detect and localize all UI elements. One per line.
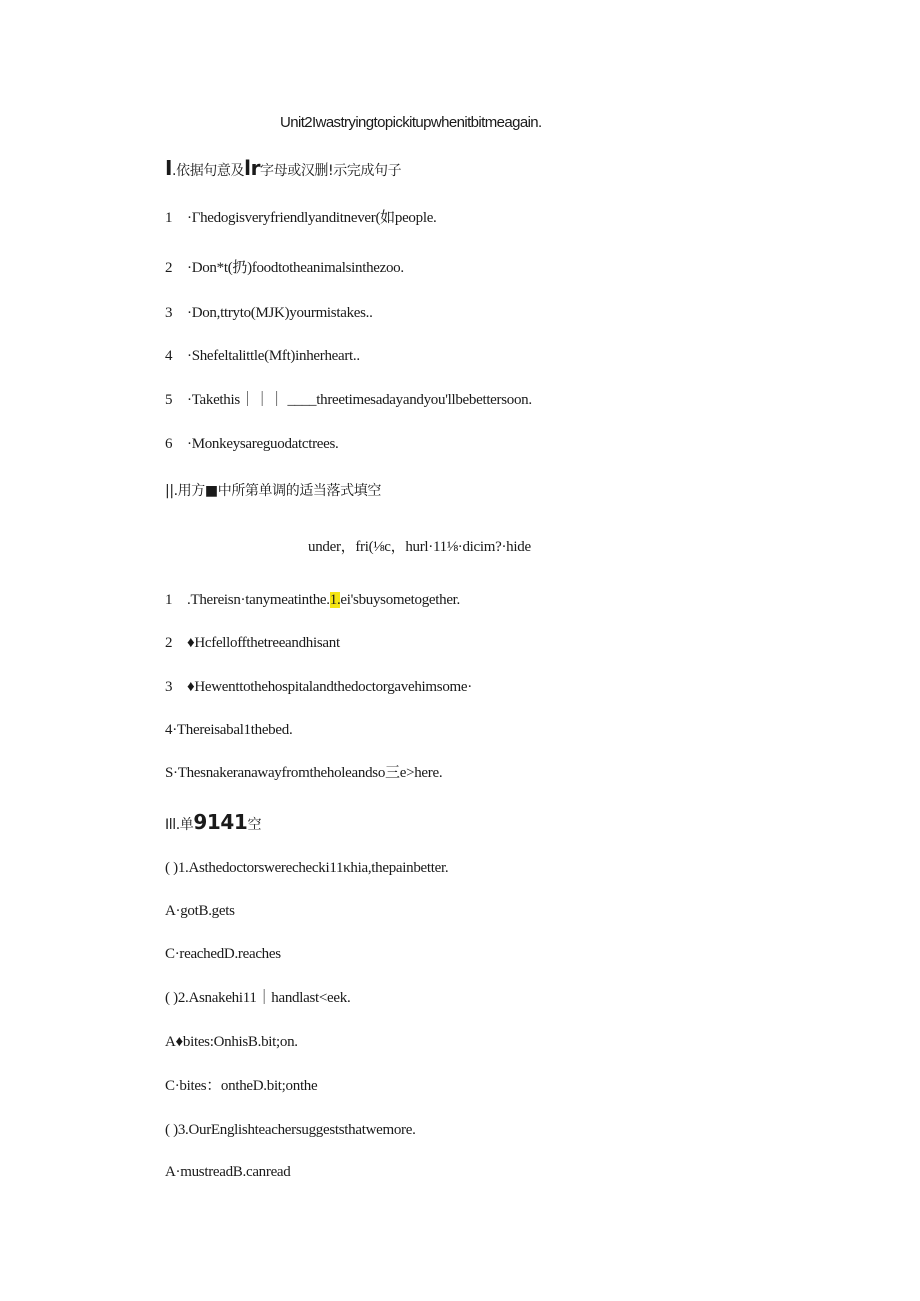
question-number: 4 (165, 348, 173, 364)
question-text: ♦Hcfelloffthetreeandhisant (187, 635, 340, 651)
question-item (165, 434, 339, 454)
section-1-heading-bold: lr (244, 156, 261, 180)
question-item (165, 258, 404, 278)
question-text-after: ei'sbuysometogether. (340, 592, 461, 608)
question-item (165, 208, 437, 228)
section-1-heading (165, 158, 401, 181)
section-3-heading-start: Ill.单 (165, 817, 194, 833)
section-1-numeral: I (165, 156, 173, 180)
question-number: 6 (165, 436, 173, 452)
highlighted-text: 1. (329, 592, 341, 608)
question-item (165, 303, 373, 323)
question-stem: ( )3.OurEnglishteachersuggeststhatwemore. (165, 1122, 416, 1138)
question-stem: ( )2.Asnakehi11｜handlast<eek. (165, 990, 351, 1006)
question-text: ·Monkeysareguodatctrees. (187, 436, 339, 452)
question-number: 5 (165, 392, 173, 408)
section-3-heading (165, 812, 261, 835)
question-item (165, 346, 360, 366)
question-stem: ( )1.Asthedoctorswerechecki11κhia,thepainbetter. (165, 860, 449, 876)
question-number: 3 (165, 305, 173, 321)
section-1-heading-rest: 字母或汉删!示完成句子 (260, 163, 402, 179)
section-3-heading-bold: 9141 (193, 810, 248, 834)
word-bank: under，fri(⅛c，hurl·11⅛·dicim?·hide (308, 539, 531, 555)
question-text: ♦Hewenttothehospitalandthedoctorgavehimsome· (187, 679, 472, 695)
question-number: 1 (165, 210, 173, 226)
square-mark-icon: ■ (204, 483, 218, 499)
section-2-heading-end: 中所第单调的适当落式填空 (217, 483, 381, 499)
question-text-before: .Thereisn·tanymeatinthe. (187, 592, 330, 608)
question-text: ·Don*t(扔)foodtotheanimalsinthezoo. (187, 260, 404, 276)
question-number: 1 (165, 592, 173, 608)
section-3-heading-end: 空 (247, 817, 262, 833)
question-item: 4·Thereisabal1thebed. (165, 722, 293, 738)
question-text: ·Takethis｜｜｜ ____threetimesadayandyou'llbebettersoon. (187, 392, 532, 408)
question-item (165, 677, 472, 697)
section-2-heading-start: ||.用方 (165, 483, 205, 499)
answer-options: A♦bites:OnhisB.bit;on. (165, 1034, 298, 1050)
answer-options: C·reachedD.reaches (165, 946, 281, 962)
question-item (165, 590, 460, 610)
answer-options: A·mustreadB.canread (165, 1164, 291, 1180)
question-item (165, 390, 532, 410)
question-text: ·Γhedogisveryfriendlyanditnever(如people. (187, 210, 437, 226)
question-text: ·Don,ttryto(MJK)yourmistakes.. (187, 305, 373, 321)
question-number: 3 (165, 679, 173, 695)
question-item (165, 633, 340, 653)
page-title: Unit2Iwastryingtopickitupwhenitbitmeagain. (280, 114, 542, 131)
question-text: ·Shefeltalittle(Mft)inherheart.. (187, 348, 360, 364)
answer-options: C·bites：ontheD.bit;onthe (165, 1078, 318, 1094)
section-2-heading (165, 481, 381, 501)
answer-options: A·gotB.gets (165, 903, 235, 919)
question-item: S·Thesnakeranawayfromtheholeandso三e>here. (165, 765, 443, 781)
section-1-heading-text: .依据句意及 (172, 163, 245, 179)
question-number: 2 (165, 635, 173, 651)
question-number: 2 (165, 260, 173, 276)
